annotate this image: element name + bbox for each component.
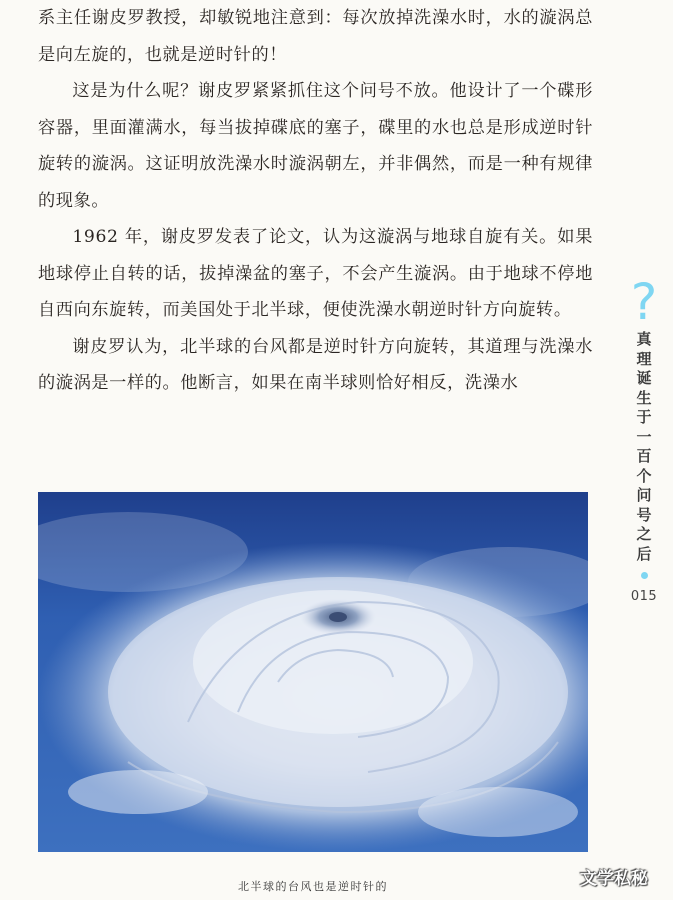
paragraph-4: 谢皮罗认为，北半球的台风都是逆时针方向旋转，其道理与洗澡水的漩涡是一样的。他断言，如果在南半球则恰好相反，洗澡水	[38, 336, 593, 393]
paragraph-1: 系主任谢皮罗教授，却敏锐地注意到：每次放掉洗澡水时，水的漩涡总是向左旋的，也就是逆时针的！	[38, 8, 593, 65]
page-number: 015	[630, 589, 658, 604]
paragraph-3: 1962 年，谢皮罗发表了论文，认为这漩涡与地球自旋有关。如果地球停止自转的话，拔掉澡盆的塞子，不会产生漩涡。由于地球不停地自西向东旋转，而美国处于北半球，便使洗澡水朝逆时针方向旋转。	[38, 227, 593, 320]
watermark-logo: 文学私秘	[580, 869, 648, 889]
book-title-vertical: 真理诞生于一百个问号之后	[636, 330, 652, 563]
bullet-dot-icon	[641, 572, 648, 579]
typhoon-satellite-photo	[38, 492, 588, 852]
paragraph-2: 这是为什么呢？谢皮罗紧紧抓住这个问号不放。他设计了一个碟形容器，里面灌满水，每当拔掉碟底的塞子，碟里的水也总是形成逆时针旋转的漩涡。这证明放洗澡水时漩涡朝左，并非偶然，而是一种有规律的现象。	[38, 81, 593, 211]
figure-caption: 北半球的台风也是逆时针的	[238, 880, 388, 893]
chapter-sidebar	[618, 273, 670, 604]
question-mark-icon: ?	[630, 273, 658, 331]
body-text	[38, 0, 593, 402]
typhoon-image	[38, 492, 588, 852]
